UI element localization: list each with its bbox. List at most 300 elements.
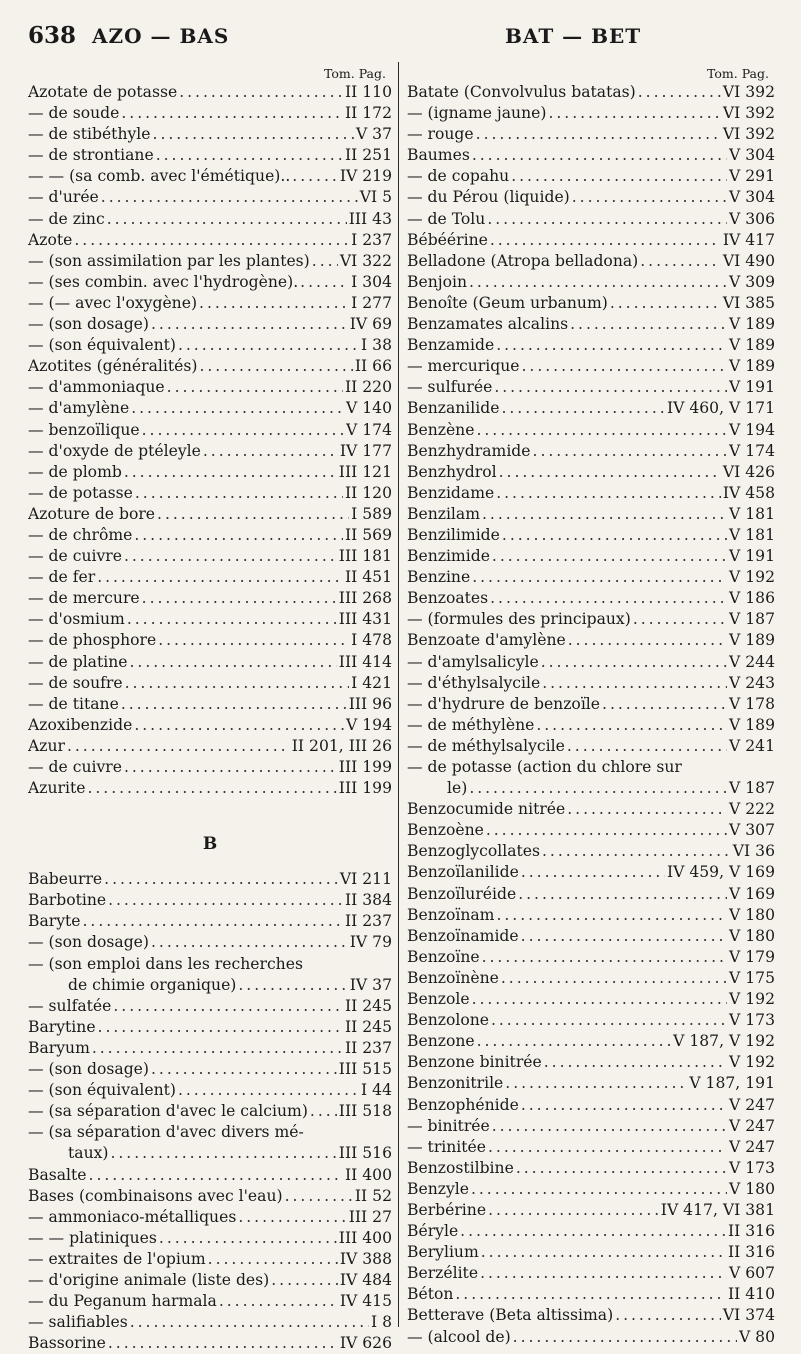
index-entry	[28, 377, 392, 398]
leader-dots	[521, 862, 665, 883]
leader-dots	[179, 82, 343, 103]
entry-reference: V 191	[729, 378, 775, 397]
leader-dots	[127, 609, 337, 630]
leader-dots	[238, 975, 347, 996]
leader-dots	[521, 1095, 727, 1116]
entry-reference: V 304	[729, 188, 775, 207]
leader-dots	[516, 1158, 727, 1179]
entry-term: Berbérine	[407, 1200, 487, 1219]
entry-reference: II 451	[344, 568, 392, 587]
entry-term: Bases (combinaisons avec l'eau)	[28, 1186, 283, 1205]
entry-reference: V 175	[729, 968, 775, 987]
entry-reference: VI 385	[722, 293, 775, 312]
leader-dots	[472, 989, 727, 1010]
entry-term: taux)	[68, 1144, 109, 1163]
entry-reference: I 237	[351, 230, 392, 249]
leader-dots	[486, 820, 727, 841]
index-entry	[407, 673, 775, 694]
entry-term: Benzhydramide	[407, 441, 531, 460]
entry-term: Benzostilbine	[407, 1158, 514, 1177]
entry-term: — (son emploi dans les recherches	[28, 954, 303, 973]
index-entry	[407, 652, 775, 673]
leader-dots	[640, 251, 721, 272]
index-entry	[28, 1291, 392, 1312]
leader-dots	[494, 377, 727, 398]
entry-reference: V 187	[729, 610, 775, 629]
index-entry	[28, 441, 392, 462]
index-entry	[28, 546, 392, 567]
entry-term: Benzocumide nitrée	[407, 800, 566, 819]
entry-term: Benzoate d'amylène	[407, 631, 566, 650]
entry-term: — de méthylsalycile	[407, 736, 565, 755]
entry-reference: III 96	[348, 694, 392, 713]
entry-reference: V 304	[729, 146, 775, 165]
left-column	[28, 66, 392, 1354]
entry-term: — de cuivre	[28, 547, 122, 566]
leader-dots	[501, 968, 727, 989]
index-entry	[407, 1305, 775, 1326]
entry-reference: III 199	[338, 758, 392, 776]
entry-term: Benzhydrol	[407, 462, 497, 481]
entry-term: — (sa séparation d'avec le calcium)	[28, 1102, 308, 1121]
entry-reference: V 191	[729, 547, 775, 566]
leader-dots	[89, 1165, 343, 1186]
leader-dots	[178, 1080, 359, 1101]
leader-dots	[107, 209, 347, 230]
index-entry	[407, 1263, 775, 1284]
entry-reference: V 607	[729, 1264, 775, 1283]
entry-term: Azote	[28, 230, 73, 249]
page-header	[0, 22, 801, 62]
index-entry	[407, 1052, 775, 1073]
index-entry	[28, 567, 392, 588]
entry-term: — salifiables	[28, 1313, 128, 1332]
entry-term: Benzoïnam	[407, 905, 495, 924]
leader-dots	[476, 124, 721, 145]
index-entry	[407, 398, 775, 419]
index-entry	[28, 82, 392, 103]
leader-dots	[522, 356, 728, 377]
entry-term: — de mercure	[28, 589, 140, 608]
entry-reference: II 237	[344, 912, 392, 931]
entry-reference: IV 415	[339, 1292, 392, 1311]
entry-term: — de stibéthyle	[28, 125, 151, 144]
index-entry	[28, 103, 392, 124]
entry-term: — de platine	[28, 652, 128, 671]
entry-term: Benzoïne	[407, 947, 480, 966]
leader-dots	[124, 546, 337, 567]
entry-term: — sulfurée	[407, 378, 493, 397]
entry-term: Azotites (généralités)	[28, 357, 198, 376]
index-entry	[407, 103, 775, 124]
entry-term: Bébéérine	[407, 230, 488, 249]
entry-term: Béton	[407, 1285, 454, 1304]
index-entry	[28, 1017, 392, 1038]
index-entry	[407, 1200, 775, 1221]
section-letter: B	[202, 834, 218, 855]
index-entry	[28, 1122, 392, 1143]
leader-dots	[199, 293, 349, 314]
leader-dots	[496, 335, 727, 356]
entry-term: — (formules des principaux)	[407, 610, 631, 629]
entry-term: Baryte	[28, 912, 81, 931]
index-entry	[407, 546, 775, 567]
entry-term: — — platiniques	[28, 1228, 157, 1247]
entry-reference: V 187, 191	[689, 1074, 775, 1093]
entry-reference: V 181	[729, 525, 775, 544]
entry-reference: II 172	[344, 104, 392, 123]
entry-reference: V 222	[729, 800, 775, 819]
leader-dots	[92, 1038, 343, 1059]
leader-dots	[511, 166, 727, 187]
leader-dots	[638, 82, 721, 103]
index-list-b	[28, 869, 392, 1354]
entry-reference: III 515	[338, 1060, 392, 1079]
entry-reference: V 178	[729, 694, 775, 713]
entry-reference: III 516	[338, 1144, 392, 1163]
entry-reference: IV 417, VI 381	[660, 1200, 775, 1219]
entry-term: Benoîte (Geum urbanum)	[407, 293, 608, 312]
leader-dots	[124, 757, 337, 778]
index-entry	[407, 820, 775, 841]
entry-reference: V 306	[729, 209, 775, 228]
entry-term: — (son dosage)	[28, 933, 149, 952]
entry-reference: IV 484	[339, 1270, 392, 1289]
entry-term: — extraites de l'opium	[28, 1249, 206, 1268]
entry-reference: V 243	[729, 673, 775, 692]
index-entry	[407, 230, 775, 251]
leader-dots	[567, 736, 727, 757]
leader-dots	[481, 1242, 726, 1263]
index-entry	[28, 1143, 392, 1164]
entry-reference: V 173	[729, 1011, 775, 1030]
entry-reference: IV 388	[339, 1249, 392, 1268]
leader-dots	[121, 103, 343, 124]
entry-reference: IV 417	[722, 230, 775, 249]
index-entry	[407, 1031, 775, 1052]
entry-term: — (sa séparation d'avec divers mé-	[28, 1123, 304, 1142]
entry-term: — d'urée	[28, 188, 99, 207]
entry-reference: VI 392	[722, 125, 775, 144]
leader-dots	[121, 694, 347, 715]
index-entry	[407, 209, 775, 230]
leader-dots	[83, 911, 343, 932]
entry-term: le)	[447, 779, 468, 798]
leader-dots	[477, 1031, 672, 1052]
entry-reference: IV 219	[339, 167, 392, 186]
entry-term: Berylium	[407, 1243, 479, 1262]
leader-dots	[472, 567, 727, 588]
entry-reference: I 478	[351, 631, 392, 650]
entry-reference: VI 392	[722, 83, 775, 101]
index-entry	[407, 483, 775, 504]
index-entry	[407, 778, 775, 799]
entry-reference: V 189	[729, 715, 775, 734]
leader-dots	[482, 947, 727, 968]
entry-reference: III 268	[338, 589, 392, 608]
index-entry	[28, 1333, 392, 1354]
leader-dots	[142, 420, 344, 441]
entry-term: Benzamates alcalins	[407, 315, 569, 334]
entry-term: — ammoniaco-métalliques	[28, 1207, 237, 1226]
index-entry	[28, 1101, 392, 1122]
entry-term: Barbotine	[28, 891, 107, 910]
entry-term: — d'amylsalicyle	[407, 652, 539, 671]
index-entry	[407, 862, 775, 883]
index-entry	[28, 911, 392, 932]
entry-reference: V 247	[729, 1116, 775, 1135]
index-entry	[407, 884, 775, 905]
entry-term: Azotate de potasse	[28, 83, 178, 101]
entry-reference: I 589	[351, 504, 392, 523]
entry-term: Belladone (Atropa belladona)	[407, 251, 639, 270]
leader-dots	[548, 103, 720, 124]
index-entry	[28, 420, 392, 441]
entry-reference: V 180	[729, 1179, 775, 1198]
index-entry	[28, 209, 392, 230]
index-entry	[407, 1221, 775, 1242]
entry-term: — de soufre	[28, 673, 123, 692]
entry-reference: III 400	[338, 1228, 392, 1247]
entry-term: Benzilam	[407, 504, 481, 523]
index-entry	[407, 420, 775, 441]
entry-term: — (alcool de)	[407, 1327, 511, 1346]
index-entry	[28, 1080, 392, 1101]
entry-term: — trinitée	[407, 1137, 487, 1156]
entry-term: — (son assimilation par les plantes)	[28, 251, 310, 270]
leader-dots	[87, 778, 336, 799]
entry-term: Bassorine	[28, 1334, 106, 1353]
entry-term: — de plomb	[28, 462, 122, 481]
entry-reference: IV 79	[349, 933, 392, 952]
entry-term: Benzamide	[407, 336, 495, 355]
entry-term: — (son dosage)	[28, 315, 149, 334]
leader-dots	[472, 145, 727, 166]
leader-dots	[134, 525, 343, 546]
entry-reference: I 44	[361, 1081, 392, 1100]
leader-dots	[488, 1200, 659, 1221]
entry-reference: IV 626	[339, 1334, 392, 1353]
leader-dots	[476, 420, 727, 441]
entry-reference: V 189	[729, 336, 775, 355]
entry-reference: V 179	[729, 947, 775, 966]
entry-reference: II 66	[354, 357, 392, 376]
leader-dots	[142, 588, 337, 609]
entry-term: Benzoïnène	[407, 968, 499, 987]
leader-dots	[101, 187, 358, 208]
entry-term: Babeurre	[28, 870, 103, 889]
index-entry	[407, 1158, 775, 1179]
entry-reference: II 316	[727, 1243, 775, 1262]
entry-term: Benjoin	[407, 272, 467, 291]
entry-term: — de phosphore	[28, 631, 157, 650]
entry-reference: III 199	[338, 779, 392, 798]
entry-term: — de zinc	[28, 209, 105, 228]
leader-dots	[98, 1017, 343, 1038]
entry-term: — sulfatée	[28, 996, 112, 1015]
entry-reference: IV 69	[349, 315, 392, 334]
index-entry	[28, 630, 392, 651]
leader-dots	[158, 630, 349, 651]
entry-term: — (igname jaune)	[407, 104, 547, 123]
index-entry	[28, 504, 392, 525]
entry-reference: VI 322	[339, 251, 392, 270]
entry-term: — de copahu	[407, 167, 510, 186]
leader-dots	[134, 715, 344, 736]
entry-term: — d'éthylsalycile	[407, 673, 541, 692]
index-entry	[407, 841, 775, 862]
entry-reference: I 421	[351, 673, 392, 692]
index-entry	[28, 314, 392, 335]
entry-term: Benzophénide	[407, 1095, 519, 1114]
index-entry	[407, 1073, 775, 1094]
leader-dots	[572, 187, 727, 208]
entry-reference: I 304	[351, 272, 392, 291]
leader-dots	[518, 884, 727, 905]
entry-reference: III 414	[338, 652, 392, 671]
index-entry	[28, 778, 392, 799]
leader-dots	[156, 145, 343, 166]
index-entry	[407, 1095, 775, 1116]
entry-term: Batate (Convolvulus batatas)	[407, 83, 636, 101]
entry-reference: II 120	[344, 483, 392, 502]
entry-term: — de titane	[28, 694, 119, 713]
entry-reference: II 52	[354, 1186, 392, 1205]
index-entry	[28, 1038, 392, 1059]
entry-reference: VI 36	[732, 842, 775, 861]
entry-reference: I 277	[351, 293, 392, 312]
index-entry	[407, 905, 775, 926]
entry-reference: V 37	[355, 125, 392, 144]
entry-reference: IV 459, V 169	[666, 863, 775, 882]
entry-reference: V 309	[729, 272, 775, 291]
entry-term: Benzène	[407, 420, 475, 439]
entry-reference: II 237	[344, 1038, 392, 1057]
entry-reference: V 174	[346, 420, 392, 439]
index-entry	[407, 377, 775, 398]
page-number: 638	[28, 22, 77, 49]
entry-reference: V 194	[729, 420, 775, 439]
leader-dots	[167, 377, 343, 398]
index-entry	[28, 1059, 392, 1080]
index-entry	[28, 652, 392, 673]
leader-dots	[97, 567, 343, 588]
index-entry	[407, 293, 775, 314]
entry-reference: II 245	[344, 996, 392, 1015]
entry-term: Benzoïnamide	[407, 926, 519, 945]
entry-reference: VI 5	[359, 188, 392, 207]
entry-term: Benzone binitrée	[407, 1053, 542, 1072]
entry-reference: III 121	[338, 462, 392, 481]
tom-pag-label: Tom. Pag.	[707, 66, 769, 81]
index-entry	[28, 757, 392, 778]
entry-term: — (ses combin. avec l'hydrogène).	[28, 272, 299, 291]
leader-dots	[496, 483, 721, 504]
entry-term: — de soude	[28, 104, 120, 123]
entry-term: Benzolone	[407, 1011, 489, 1030]
entry-term: — mercurique	[407, 357, 520, 376]
entry-reference: II 316	[727, 1222, 775, 1241]
entry-reference: II 201, III 26	[291, 736, 392, 755]
index-entry	[407, 124, 775, 145]
index-entry	[407, 1327, 775, 1348]
entry-reference: V 241	[729, 736, 775, 755]
leader-dots	[567, 799, 727, 820]
leader-dots	[469, 272, 727, 293]
index-entry	[28, 230, 392, 251]
index-entry	[28, 932, 392, 953]
entry-reference: V 180	[729, 905, 775, 924]
entry-term: — d'osmium	[28, 610, 125, 629]
index-entry	[407, 757, 775, 778]
entry-term: — binitrée	[407, 1116, 490, 1135]
index-entry	[407, 272, 775, 293]
entry-term: Benzoglycollates	[407, 842, 541, 861]
entry-reference: II 400	[344, 1165, 392, 1184]
leader-dots	[124, 462, 337, 483]
leader-dots	[490, 588, 727, 609]
entry-reference: V 186	[729, 589, 775, 608]
entry-term: — rouge	[407, 125, 474, 144]
index-entry	[28, 251, 392, 272]
index-entry	[407, 1284, 775, 1305]
index-entry	[407, 462, 775, 483]
leader-dots	[610, 293, 721, 314]
entry-term: Benzyle	[407, 1179, 469, 1198]
entry-term: — de cuivre	[28, 758, 122, 776]
right-running-head: BAT — BET	[505, 24, 642, 48]
leader-dots	[108, 1333, 338, 1354]
index-entry	[407, 694, 775, 715]
leader-dots	[488, 1137, 727, 1158]
entry-term: Benzimide	[407, 547, 490, 566]
index-entry	[28, 462, 392, 483]
entry-term: — d'amylène	[28, 399, 130, 418]
leader-dots	[113, 996, 343, 1017]
leader-dots	[312, 251, 338, 272]
leader-dots	[153, 124, 354, 145]
leader-dots	[536, 715, 727, 736]
entry-reference: V 187, V 192	[673, 1032, 775, 1051]
leader-dots	[110, 1143, 336, 1164]
index-entry	[28, 1186, 392, 1207]
index-entry	[28, 145, 392, 166]
index-entry	[407, 926, 775, 947]
entry-term: Benzoïluréide	[407, 884, 517, 903]
leader-dots	[491, 1010, 727, 1031]
entry-term: — (son équivalent)	[28, 1081, 176, 1100]
entry-term: Betterave (Beta altissima)	[407, 1306, 614, 1325]
entry-reference: IV 460, V 171	[666, 399, 775, 418]
entry-reference: III 518	[338, 1102, 392, 1121]
entry-term: Benzonitrile	[407, 1074, 504, 1093]
entry-term: — du Peganum harmala	[28, 1292, 217, 1311]
index-entry	[407, 715, 775, 736]
entry-reference: II 384	[344, 891, 392, 910]
leader-dots	[130, 1312, 369, 1333]
leader-dots	[271, 1270, 338, 1291]
index-entry	[28, 272, 392, 293]
entry-reference: II 245	[344, 1017, 392, 1036]
entry-term: Azur	[28, 736, 65, 755]
leader-dots	[615, 1305, 721, 1326]
entry-reference: V 192	[729, 1053, 775, 1072]
leader-dots	[568, 630, 727, 651]
leader-dots	[203, 441, 338, 462]
index-entry	[407, 314, 775, 335]
entry-reference: V 189	[729, 315, 775, 334]
leader-dots	[125, 673, 350, 694]
